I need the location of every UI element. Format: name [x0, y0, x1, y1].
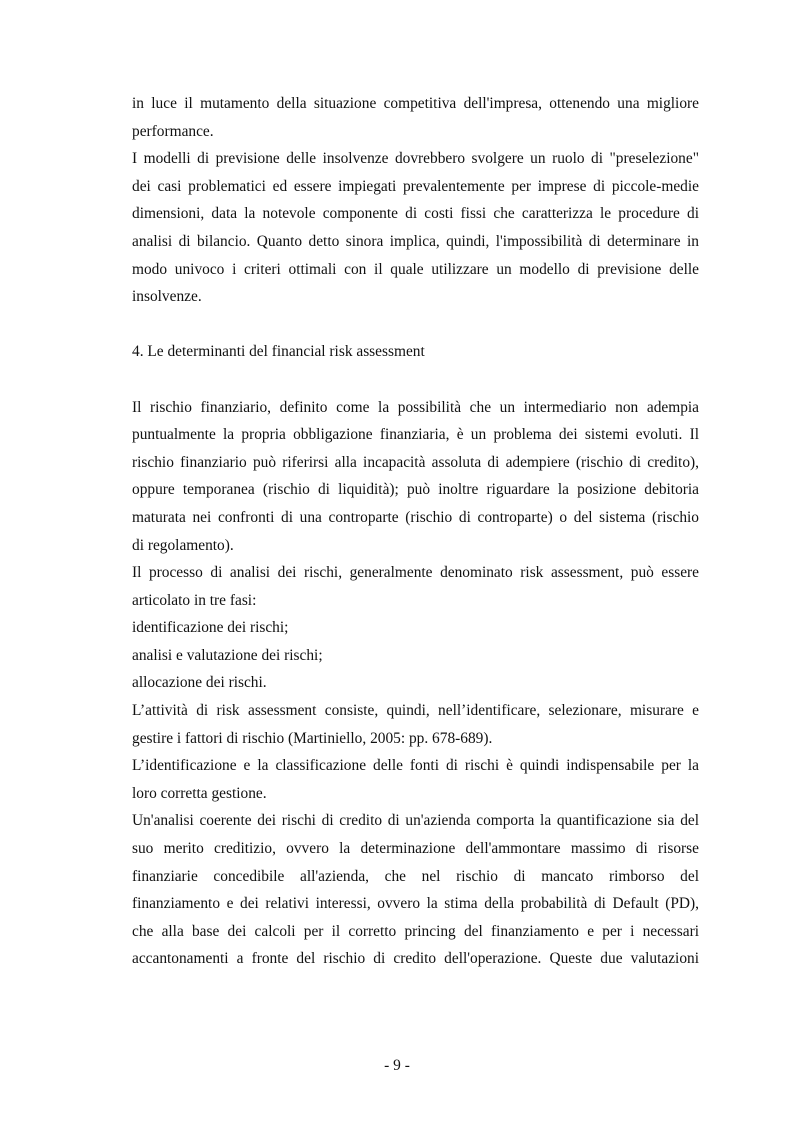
list-item: analisi e valutazione dei rischi;: [132, 646, 323, 664]
blank-line: [132, 311, 699, 339]
text-line: insolvenze.: [132, 288, 202, 306]
section-heading: 4. Le determinanti del financial risk assessment: [132, 343, 425, 361]
text-line: Il processo di analisi dei rischi, generalmente denominato risk assessment, può essere: [132, 564, 699, 582]
text-line: in luce il mutamento della situazione competitiva dell'impresa, ottenendo una migliore: [132, 95, 699, 112]
list-item: allocazione dei rischi.: [132, 674, 267, 692]
text-line: oppure temporanea (rischio di liquidità); può inoltre riguardare la posizione debitoria: [132, 481, 699, 499]
text-line: rischio finanziario può riferirsi alla incapacità assoluta di adempiere (rischio di credito),: [132, 453, 699, 471]
text-line: articolato in tre fasi:: [132, 591, 257, 609]
text-line: finanziarie concedibile all'azienda, che nel rischio di mancato rimborso del: [132, 867, 699, 885]
text-line: I modelli di previsione delle insolvenze dovrebbero svolgere un ruolo di "preselezione": [132, 150, 699, 168]
text-line: loro corretta gestione.: [132, 784, 267, 802]
text-line: gestire i fattori di rischio (Martiniello, 2005: pp. 678-689).: [132, 729, 493, 747]
text-line: L’attività di risk assessment consiste, quindi, nell’identificare, selezionare, misurare e: [132, 702, 699, 720]
text-line: dei casi problematici ed essere impiegati prevalentemente per imprese di piccole-medie: [132, 177, 699, 195]
text-line: performance.: [132, 122, 214, 140]
text-line: L’identificazione e la classificazione delle fonti di rischi è quindi indispensabile per la: [132, 757, 699, 775]
text-line: che alla base dei calcoli per il corretto princing del finanziamento e per i necessari: [132, 922, 699, 940]
text-line: Un'analisi coerente dei rischi di credito di un'azienda comporta la quantificazione sia del: [132, 812, 699, 830]
text-line: finanziamento e dei relativi interessi, ovvero la stima della probabilità di Default (PD),: [132, 895, 699, 913]
text-line: Il rischio finanziario, definito come la possibilità che un intermediario non adempia: [132, 398, 699, 416]
text-line: analisi di bilancio. Quanto detto sinora implica, quindi, l'impossibilità di determinare in: [132, 232, 699, 250]
text-line: accantonamenti a fronte del rischio di credito dell'operazione. Queste due valutazioni: [132, 950, 699, 968]
text-line: maturata nei confronti di una controparte (rischio di controparte) o del sistema (rischio: [132, 508, 699, 526]
page-number: - 9 -: [384, 1057, 410, 1074]
text-line: modo univoco i criteri ottimali con il quale utilizzare un modello di previsione delle: [132, 260, 699, 278]
text-line: puntualmente la propria obbligazione finanziaria, è un problema dei sistemi evoluti. Il: [132, 426, 699, 444]
text-line: di regolamento).: [132, 536, 234, 554]
text-line: dimensioni, data la notevole componente di costi fissi che caratterizza le procedure di: [132, 205, 699, 223]
blank-line: [132, 366, 699, 394]
text-line: suo merito creditizio, ovvero la determinazione dell'ammontare massimo di risorse: [132, 840, 699, 858]
list-item: identificazione dei rischi;: [132, 619, 289, 637]
body-text: [132, 90, 699, 973]
